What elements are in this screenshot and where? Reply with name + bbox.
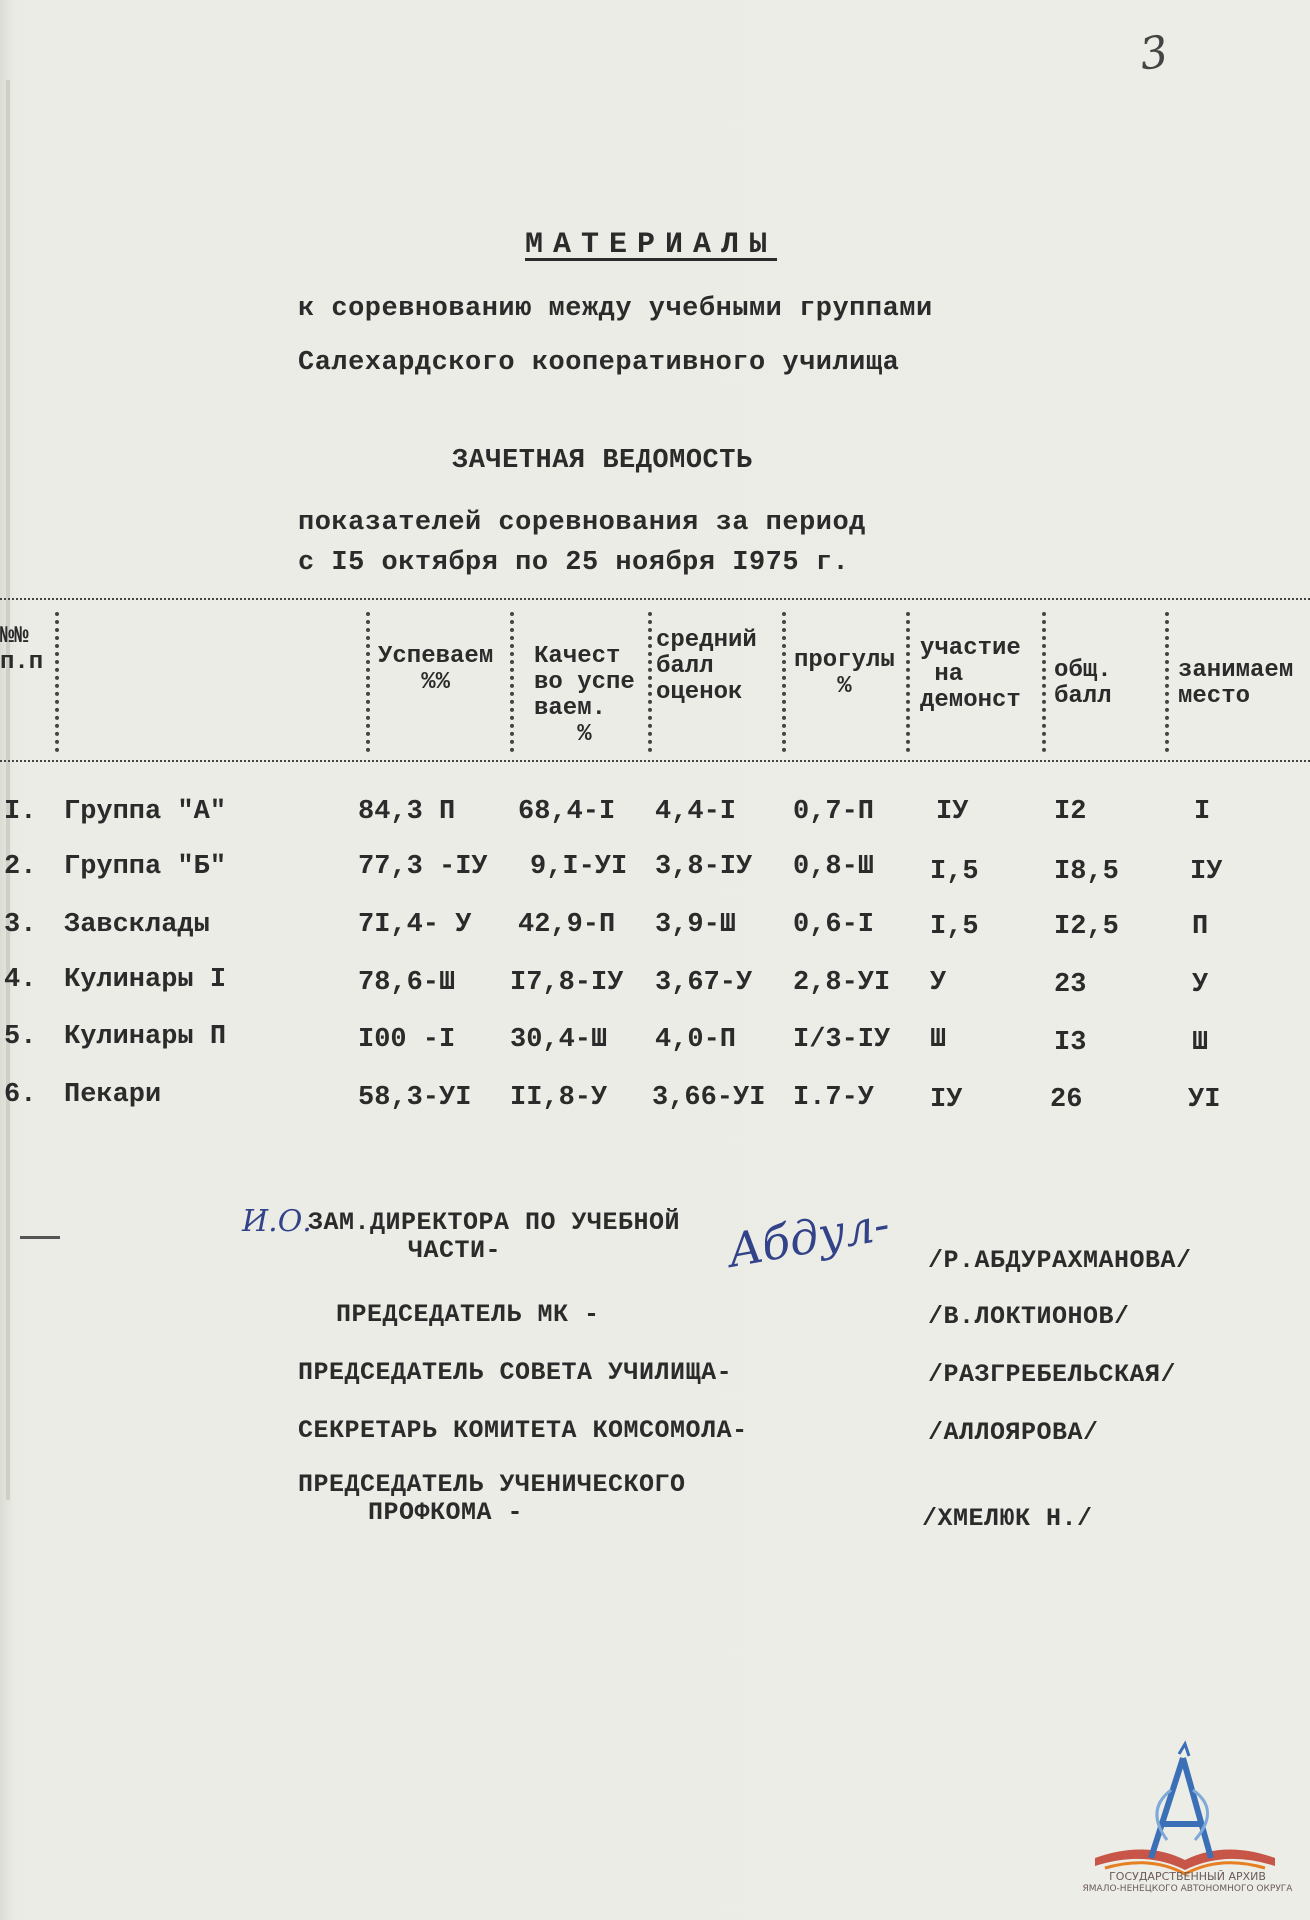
row-uchast: IУ: [936, 797, 969, 827]
header-progul: прогулы %: [794, 647, 895, 700]
document-title: МАТЕРИАЛЫ: [525, 228, 778, 262]
page-edge-shadow: [6, 80, 10, 1500]
row-uchast: У: [930, 968, 947, 998]
signatory-name: /ХМЕЛЮК Н./: [922, 1504, 1093, 1533]
signatory-role: ПРЕДСЕДАТЕЛЬ МК -: [336, 1300, 600, 1329]
row-num: 2.: [4, 852, 37, 882]
row-kach: II,8-У: [510, 1083, 608, 1113]
header-num: №№ п.п: [0, 623, 44, 676]
signatory-role-cont: ЧАСТИ-: [408, 1236, 502, 1265]
row-group-name: Кулинары П: [64, 1022, 227, 1052]
row-mesto: У: [1192, 970, 1209, 1000]
period-line-1: показателей соревнования за период: [298, 508, 866, 538]
row-ball: 4,0-П: [655, 1025, 737, 1055]
row-num: 6.: [4, 1080, 37, 1110]
header-mesto: занимаем место: [1178, 657, 1294, 710]
archive-stamp-line-1: ГОСУДАРСТВЕННЫЙ АРХИВ: [1109, 1870, 1266, 1883]
row-uspev: 77,3 -IУ: [358, 852, 488, 882]
signatory-name: /В.ЛОКТИОНОВ/: [928, 1302, 1130, 1331]
row-num: 3.: [4, 910, 37, 940]
row-kach: 9,I-УI: [530, 852, 628, 882]
subtitle-line-1: к соревнованию между учебными группами: [298, 294, 933, 324]
column-separator: [366, 612, 370, 752]
row-ball: 3,67-У: [655, 968, 753, 998]
row-mesto: I: [1194, 797, 1211, 827]
header-kachestvo: Качест во успе ваем. %: [534, 643, 635, 748]
period-line-2: с I5 октября по 25 ноября I975 г.: [298, 548, 850, 578]
row-progul: 0,8-Ш: [793, 852, 875, 882]
row-mesto: IУ: [1190, 857, 1223, 887]
table-top-rule: [0, 598, 1310, 600]
row-mesto: УI: [1188, 1085, 1221, 1115]
signatory-role: СЕКРЕТАРЬ КОМИТЕТА КОМСОМОЛА-: [298, 1416, 748, 1445]
row-group-name: Группа "А": [64, 797, 227, 827]
column-separator: [648, 612, 652, 752]
subtitle-line-2: Салехардского кооперативного училища: [298, 348, 900, 378]
row-uspev: 7I,4- У: [358, 910, 472, 940]
row-uchast: I,5: [930, 857, 979, 887]
archive-stamp-text: [1075, 1870, 1300, 1896]
report-heading: ЗАЧЕТНАЯ ВЕДОМОСТЬ: [452, 446, 753, 476]
row-obsh: 23: [1054, 970, 1087, 1000]
row-kach: 30,4-Ш: [510, 1025, 608, 1055]
row-uspev: 78,6-Ш: [358, 968, 456, 998]
row-obsh: 26: [1050, 1085, 1083, 1115]
signatory-name: /РАЗГРЕБЕЛЬСКАЯ/: [928, 1360, 1177, 1389]
row-obsh: I8,5: [1054, 857, 1119, 887]
row-kach: 42,9-П: [518, 910, 616, 940]
row-ball: 3,9-Ш: [655, 910, 737, 940]
header-sredniy-ball: средний балл оценок: [656, 627, 757, 706]
row-kach: 68,4-I: [518, 797, 616, 827]
handwritten-prefix: И.О.: [242, 1204, 312, 1239]
row-ball: 3,66-УI: [652, 1083, 766, 1113]
signatory-role-cont: ПРОФКОМА -: [368, 1498, 524, 1527]
row-num: 4.: [4, 965, 37, 995]
row-progul: 0,6-I: [793, 910, 875, 940]
archive-stamp-line-2: ЯМАЛО-НЕНЕЦКОГО АВТОНОМНОГО ОКРУГА: [1082, 1884, 1293, 1894]
row-uchast: IУ: [930, 1085, 963, 1115]
row-uchast: Ш: [930, 1025, 947, 1055]
table-header-rule: [0, 760, 1310, 762]
row-progul: 2,8-УI: [793, 968, 891, 998]
column-separator: [55, 612, 59, 752]
header-obsh-ball: общ. балл: [1054, 657, 1112, 710]
signatory-role: ПРЕДСЕДАТЕЛЬ СОВЕТА УЧИЛИЩА-: [298, 1358, 733, 1387]
page-number: 3: [1136, 26, 1172, 81]
row-kach: I7,8-IУ: [510, 968, 624, 998]
row-ball: 3,8-IУ: [655, 852, 753, 882]
column-separator: [1042, 612, 1046, 752]
row-mesto: Ш: [1192, 1028, 1209, 1058]
row-progul: I/3-IУ: [793, 1025, 891, 1055]
margin-dash: [20, 1236, 60, 1239]
handwritten-signature: Aбдул-: [724, 1196, 894, 1278]
row-obsh: I3: [1054, 1028, 1087, 1058]
row-group-name: Пекари: [64, 1080, 162, 1110]
row-obsh: I2,5: [1054, 912, 1119, 942]
row-mesto: П: [1192, 912, 1209, 942]
column-separator: [782, 612, 786, 752]
row-num: 5.: [4, 1022, 37, 1052]
signatory-name: /АЛЛОЯРОВА/: [928, 1418, 1099, 1447]
row-group-name: Завсклады: [64, 910, 210, 940]
signatory-role: ПРЕДСЕДАТЕЛЬ УЧЕНИЧЕСКОГО: [298, 1470, 686, 1499]
signatory-role: ЗАМ.ДИРЕКТОРА ПО УЧЕБНОЙ: [308, 1208, 681, 1237]
row-uchast: I,5: [930, 912, 979, 942]
row-group-name: Кулинары I: [64, 965, 227, 995]
column-separator: [1165, 612, 1169, 752]
signatory-name: /Р.АБДУРАХМАНОВА/: [928, 1246, 1192, 1275]
row-uspev: I00 -I: [358, 1025, 456, 1055]
row-obsh: I2: [1054, 797, 1087, 827]
row-num: I.: [4, 797, 37, 827]
header-uspevaemost: Успеваем %%: [378, 643, 494, 696]
header-uchastie: участие на демонст: [920, 635, 1021, 714]
row-group-name: Группа "Б": [64, 852, 227, 882]
row-ball: 4,4-I: [655, 797, 737, 827]
row-progul: 0,7-П: [793, 797, 875, 827]
column-separator: [906, 612, 910, 752]
column-separator: [510, 612, 514, 752]
row-uspev: 84,3 П: [358, 797, 456, 827]
row-uspev: 58,3-УI: [358, 1083, 472, 1113]
row-progul: I.7-У: [793, 1083, 875, 1113]
